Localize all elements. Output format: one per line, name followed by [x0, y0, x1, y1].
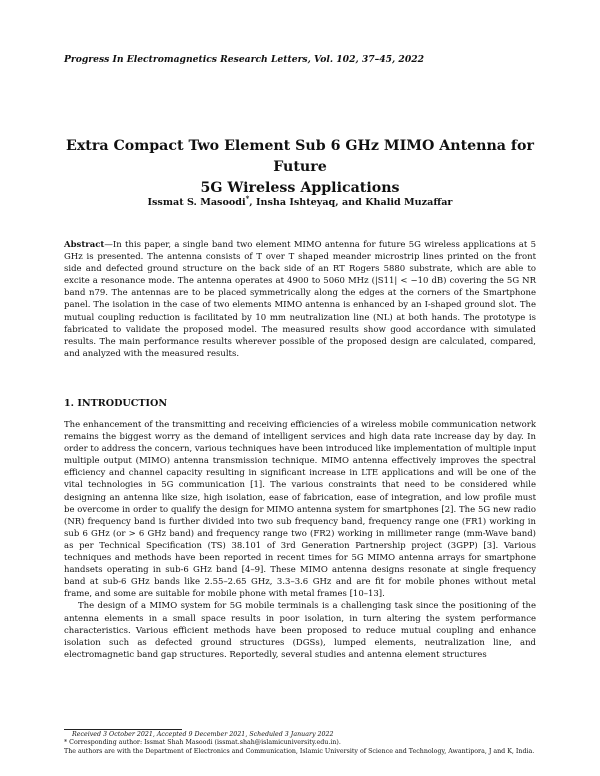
title-line-2: 5G Wireless Applications	[200, 180, 400, 196]
other-authors: , Insha Ishteyaq, and Khalid Muzaffar	[249, 197, 453, 209]
abstract-text: —In this paper, a single band two element MIMO antenna for future 5G wireless applications at 5 GHz is presented. The antenna consists of T over T shaped meander microstrip lines printed on the front side and defected ground structure on the back side of an RT Rogers 5880 substrate, which are able to excite a resonance mode. The antenna operates at 4900 to 5060 MHz (|S11| < −10 dB) covering the 5G NR band n79. The antennas are to be placed symmetrically along the edges at the corners of the Smartphone panel. The isolation in the case of two elements MIMO antenna is enhanced by an I-shaped ground slot. The mutual coupling reduction is facilitated by 10 mm neutralization line (NL) at both hands. The prototype is fabricated to validate the proposed model. The measured results show good accordance with simulated results. The main performance results wherever possible of the proposed design are calculated, compared, and analyzed with the measured results.	[64, 240, 536, 359]
footnotes	[64, 731, 536, 756]
paper-title	[64, 136, 536, 199]
corresponding-mark: *	[245, 194, 250, 203]
intro-paragraph: The enhancement of the transmitting and receiving efficiencies of a wireless mobile communication network remains the biggest worry as the demand of intelligent services and high data rate increase day by day. In order to address the concern, various techniques have been introduced like implementation of multiple input multiple output (MIMO) antenna transmission technique. MIMO antenna effectively improves the spectral efficiency and channel capacity resulting in significant increase in LTE applications and will be one of the vital technologies in 5G communication [1]. The various constraints that need to be considered while designing an antenna like size, high isolation, ease of fabrication, ease of integration, and low profile must be overcome in order to qualify the design for MIMO antenna system for smartphones [2]. The 5G new radio (NR) frequency band is further divided into two sub frequency band, frequency range one (FR1) working in sub 6 GHz (or > 6 GHz band) and frequency range two (FR2) working in millimeter range (mm-Wave band) as per Technical Specification (TS) 38.101 of 3rd Generation Partnership project (3GPP) [3]. Various techniques and methods have been reported in recent times for 5G MIMO antenna arrays for smartphone handsets operating in sub-6 GHz band [4–9]. These MIMO antenna designs resonate at single frequency band at sub-6 GHz bands like 2.55–2.65 GHz, 3.3–3.6 GHz and are fit for mobile phones without metal frame, and some are suitable for mobile phone with metal frames [10–13].	[64, 420, 536, 600]
footnote-rule	[64, 729, 182, 730]
affiliation: The authors are with the Department of Electronics and Communication, Islamic University of Science and Technology, Awantipora, J and K, India.	[64, 747, 535, 755]
intro-paragraph: The design of a MIMO system for 5G mobile terminals is a challenging task since the positioning of the antenna elements in a small space results in poor isolation, in turn altering the system performance characteristics. Various efficient methods have been proposed to reduce mutual coupling and enhance isolation such as defected ground structures (DGSs), lumped elements, neutralization line, and electromagnetic band gap structures. Reportedly, several studies and antenna element structures	[64, 601, 536, 660]
title-line-1: Extra Compact Two Element Sub 6 GHz MIMO Antenna for Future	[66, 138, 534, 175]
journal-header: Progress In Electromagnetics Research Letters, Vol. 102, 37–45, 2022	[64, 54, 424, 65]
abstract	[64, 239, 536, 360]
abstract-label: Abstract	[64, 240, 105, 250]
received-dates: Received 3 October 2021, Accepted 9 December 2021, Scheduled 3 January 2022	[72, 731, 334, 738]
first-author: Issmat S. Masoodi	[147, 197, 246, 209]
introduction-body	[64, 419, 536, 661]
section-heading: 1. INTRODUCTION	[64, 398, 168, 409]
author-list	[64, 194, 536, 208]
corresponding-author: * Corresponding author: Issmat Shah Masoodi (issmat.shah@islamicuniversity.edu.in).	[64, 739, 341, 747]
